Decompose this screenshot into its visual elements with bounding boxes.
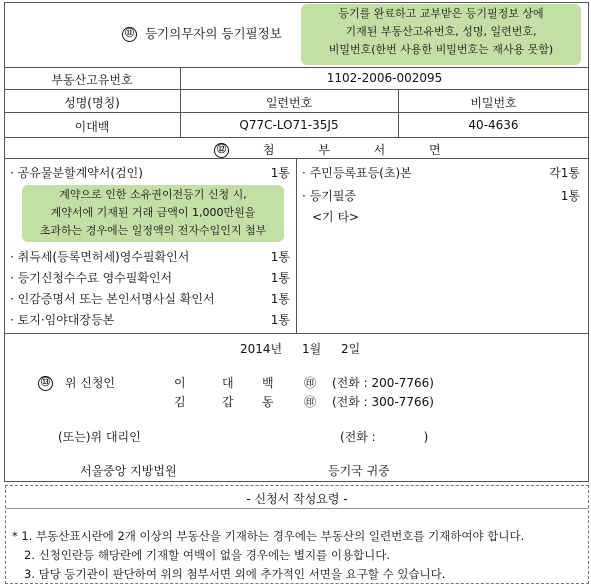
note-line: 초과하는 경우에는 일정액의 전자수입인지 첨부 (39, 224, 267, 237)
attachment-other: <기 타> (312, 210, 360, 224)
attachment-item (10, 164, 290, 181)
divider (4, 112, 589, 113)
date-month: 1월 (301, 342, 322, 356)
divider (296, 158, 297, 333)
section-12-heading (214, 141, 461, 158)
attachment-count: 1통 (270, 313, 290, 327)
attachment-count: 각1통 (549, 166, 580, 180)
court-name: 서울중앙 지방법원 (80, 464, 177, 478)
divider (4, 137, 589, 138)
note-line: 계약으로 인한 소유권이전등기 신청 시, (59, 188, 247, 201)
name-char: 동 (262, 395, 274, 409)
name-char: 백 (262, 376, 274, 390)
divider (4, 333, 589, 334)
section-title: 첨 부 서 면 (262, 143, 461, 157)
section-title: 등기의무자의 등기필정보 (144, 26, 282, 41)
seal-icon: ㊞ (304, 395, 317, 409)
attachment-count: 1통 (560, 189, 580, 203)
applicant-phone: (전화 : 200-7766) (332, 376, 434, 390)
unique-no-value: 1102-2006-002095 (326, 71, 443, 85)
attachment-note (22, 185, 284, 242)
attachment-label: · 공유물분할계약서(검인) (10, 166, 143, 180)
note-line: 기재된 부동산고유번호, 성명, 일련번호, (345, 25, 537, 38)
name-header: 성명(명칭) (64, 96, 120, 110)
guide-line: 2. 신청인란등 해당란에 기재할 여백이 없을 경우에는 별지를 이용합니다. (24, 548, 391, 562)
name-value: 이대백 (74, 120, 110, 134)
guide-title: - 신청서 작성요령 - (246, 492, 348, 506)
applicant-label: 위 신청인 (64, 376, 116, 390)
attachment-label: · 등기신청수수료 영수필확인서 (10, 271, 173, 285)
agent-phone-label: (전화 : (340, 430, 376, 444)
name-char: 갑 (222, 395, 234, 409)
attachment-count: 1통 (270, 166, 290, 180)
section-11-heading (122, 24, 282, 42)
guide-line: * 1. 부동산표시란에 2개 이상의 부동산을 기재하는 경우에는 부동산의 일련번호를 기재하여야 합니다. (12, 529, 525, 543)
section-11-note (301, 4, 581, 65)
attachment-item (10, 290, 290, 307)
court-office: 등기국 귀중 (328, 464, 390, 478)
attachment-label: · 취득세(등록면허세)영수필확인서 (10, 250, 190, 264)
attachment-label: · 등기필증 (302, 189, 356, 203)
section-13-label (38, 374, 115, 391)
note-line: 등기를 완료하고 교부받은 등기필정보 상에 (338, 7, 544, 20)
attachment-label: · 토지·임야대장등본 (10, 313, 115, 327)
agent-phone (340, 428, 428, 445)
section-marker: ⑫ (214, 143, 229, 158)
date-day: 2일 (341, 342, 361, 356)
attachment-count: 1통 (270, 250, 290, 264)
attachment-label: · 인감증명서 또는 본인서명사실 확인서 (10, 292, 215, 306)
attachment-item (302, 164, 580, 181)
serial-header: 일련번호 (265, 96, 313, 110)
divider (4, 89, 589, 90)
attachment-item (10, 311, 290, 328)
section-marker: ⑬ (38, 376, 53, 391)
unique-no-label: 부동산고유번호 (51, 73, 133, 87)
name-char: 김 (174, 395, 186, 409)
attachment-item (302, 187, 580, 204)
password-header: 비밀번호 (470, 96, 517, 110)
guide-line: 3. 담당 등기관이 판단하여 위의 첨부서면 외에 추가적인 서면을 요구할 수 있습니다. (24, 567, 446, 581)
attachment-item (10, 269, 290, 286)
password-value: 40-4636 (468, 118, 519, 132)
name-char: 이 (174, 376, 186, 390)
seal-icon: ㊞ (304, 376, 317, 390)
divider (4, 67, 589, 68)
serial-value: Q77C-LO71-35J5 (239, 118, 339, 132)
section-marker: ⑪ (122, 27, 137, 42)
agent-phone-close: ) (423, 430, 429, 444)
application-date (240, 340, 360, 357)
attachment-count: 1통 (270, 292, 290, 306)
date-year: 2014년 (240, 342, 283, 356)
note-line: 비밀번호(한번 사용한 비밀번호는 재사용 못함) (328, 43, 554, 56)
name-char: 대 (222, 376, 234, 390)
agent-label: (또는)위 대리인 (58, 430, 141, 444)
applicant-phone: (전화 : 300-7766) (332, 395, 434, 409)
attachment-count: 1통 (270, 271, 290, 285)
divider (6, 508, 588, 509)
attachment-label: · 주민등록표등(초)본 (302, 166, 412, 180)
note-line: 계약서에 기재된 거래 금액이 1,000만원을 (50, 206, 256, 219)
attachment-item (10, 248, 290, 265)
